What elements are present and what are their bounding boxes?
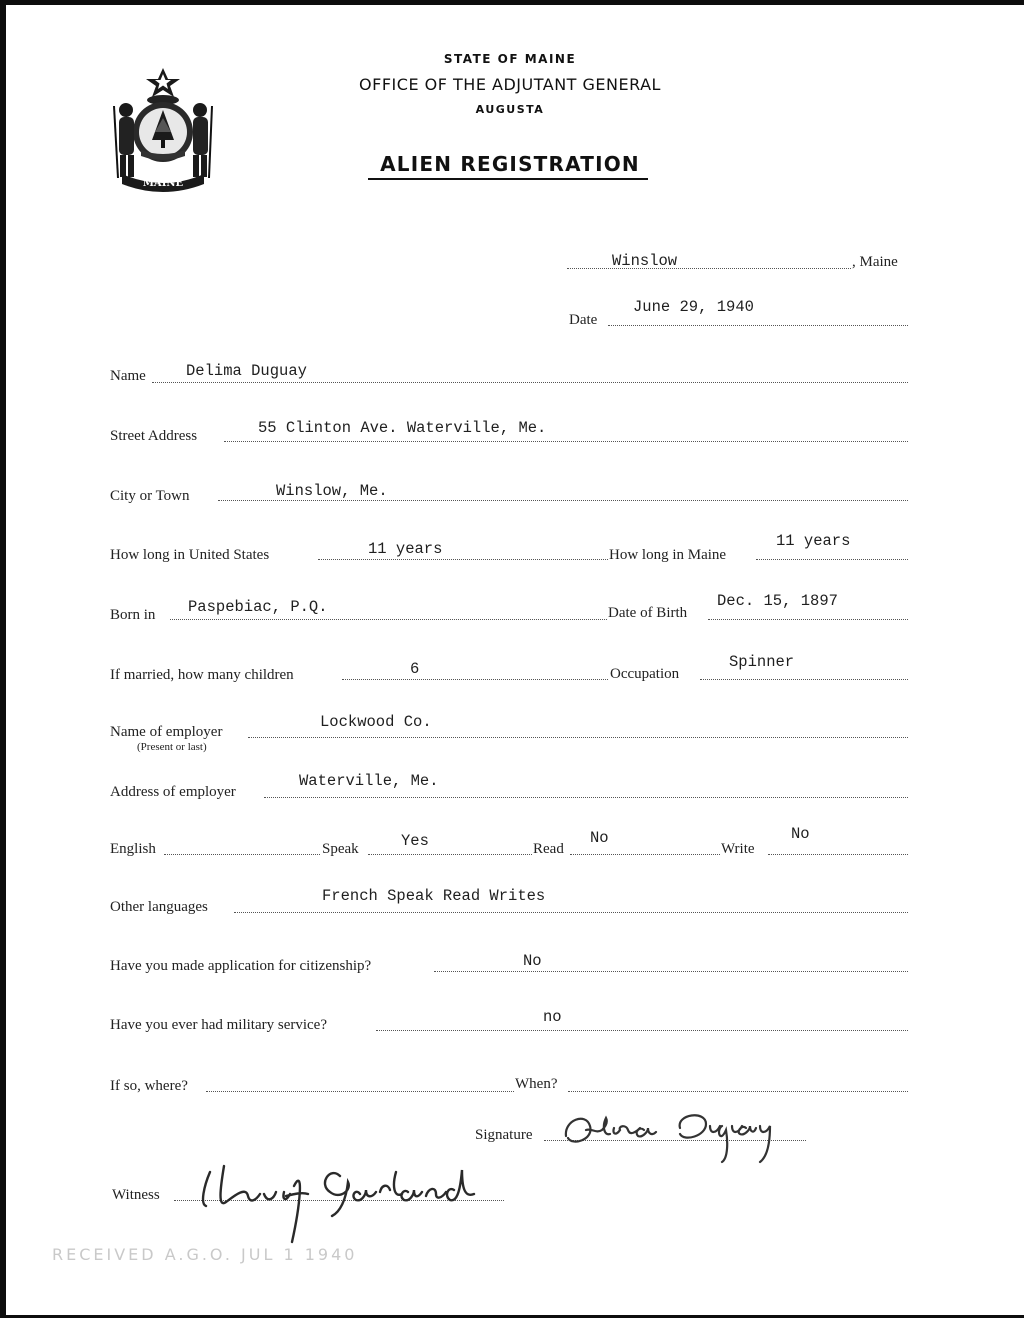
date-value[interactable]: June 29, 1940 — [633, 298, 754, 316]
military-line — [376, 1030, 908, 1031]
years-us-label: How long in United States — [110, 547, 270, 563]
received-stamp: RECEIVED A.G.O. JUL 1 1940 — [52, 1245, 358, 1264]
form-title: ALIEN REGISTRATION — [380, 152, 640, 176]
name-value[interactable]: Delima Duguay — [186, 362, 307, 380]
born-in-line — [170, 619, 607, 620]
years-maine-value[interactable]: 11 years — [776, 532, 851, 550]
military-label: Have you ever had military service? — [110, 1017, 327, 1033]
children-line — [342, 679, 608, 680]
state-heading: STATE OF MAINE — [443, 52, 577, 66]
state-seal-emblem — [108, 66, 218, 194]
read-value[interactable]: No — [590, 829, 609, 847]
read-label: Read — [533, 841, 564, 857]
town-line — [567, 268, 851, 269]
title-underline — [368, 178, 648, 180]
employer-label: Name of employer — [110, 724, 223, 740]
years-us-line — [318, 559, 608, 560]
born-in-value[interactable]: Paspebiac, P.Q. — [188, 598, 328, 616]
other-languages-value[interactable]: French Speak Read Writes — [322, 887, 546, 905]
name-line — [152, 382, 908, 383]
name-label: Name — [110, 368, 146, 384]
military-value[interactable]: no — [543, 1008, 562, 1026]
scan-edge-top — [0, 0, 1024, 5]
occupation-line — [700, 679, 908, 680]
years-maine-label: How long in Maine — [609, 547, 727, 563]
speak-label: Speak — [322, 841, 359, 857]
citizenship-value[interactable]: No — [523, 952, 542, 970]
date-line — [608, 325, 908, 326]
witness-signature[interactable] — [190, 1146, 520, 1246]
speak-value[interactable]: Yes — [401, 832, 429, 850]
other-languages-label: Other languages — [110, 899, 208, 915]
years-us-value[interactable]: 11 years — [368, 540, 443, 558]
where-line[interactable] — [206, 1091, 514, 1092]
when-line[interactable] — [568, 1091, 908, 1092]
employer-address-value[interactable]: Waterville, Me. — [299, 772, 439, 790]
children-label: If married, how many children — [110, 667, 294, 683]
children-value[interactable]: 6 — [410, 660, 420, 678]
dob-line — [708, 619, 908, 620]
write-line — [768, 854, 908, 855]
street-address-label: Street Address — [110, 428, 198, 444]
scan-edge-left — [0, 0, 6, 1318]
city-heading: AUGUSTA — [475, 103, 545, 116]
city-label: City or Town — [110, 488, 190, 504]
occupation-label: Occupation — [610, 666, 680, 682]
street-address-line — [224, 441, 908, 442]
dob-value[interactable]: Dec. 15, 1897 — [717, 592, 838, 610]
when-label: When? — [515, 1076, 558, 1092]
city-value[interactable]: Winslow, Me. — [276, 482, 388, 500]
citizenship-line — [434, 971, 908, 972]
citizenship-label: Have you made application for citizenship? — [110, 958, 372, 974]
street-address-value[interactable]: 55 Clinton Ave. Waterville, Me. — [258, 419, 547, 437]
city-line — [218, 500, 908, 501]
years-maine-line — [756, 559, 908, 560]
employer-sublabel: (Present or last) — [137, 741, 207, 753]
office-heading: OFFICE OF THE ADJUTANT GENERAL — [359, 75, 661, 94]
read-line — [570, 854, 720, 855]
signature-label: Signature — [475, 1127, 533, 1143]
write-label: Write — [721, 841, 755, 857]
maine-label: , Maine — [852, 254, 898, 270]
witness-label: Witness — [112, 1187, 160, 1203]
born-in-label: Born in — [110, 607, 156, 623]
occupation-value[interactable]: Spinner — [729, 653, 795, 671]
other-languages-line — [234, 912, 908, 913]
seal-banner-text: MAINE — [142, 178, 184, 189]
employer-address-line — [264, 797, 908, 798]
write-value[interactable]: No — [791, 825, 810, 843]
employer-value[interactable]: Lockwood Co. — [320, 713, 432, 731]
employer-line — [248, 737, 908, 738]
where-label: If so, where? — [110, 1078, 188, 1094]
town-value[interactable]: Winslow — [612, 252, 678, 270]
speak-line — [368, 854, 532, 855]
dob-label: Date of Birth — [608, 605, 688, 621]
applicant-signature[interactable] — [556, 1100, 816, 1172]
employer-address-label: Address of employer — [110, 784, 236, 800]
english-line — [164, 854, 320, 855]
english-label: English — [110, 841, 156, 857]
date-label: Date — [569, 312, 598, 328]
